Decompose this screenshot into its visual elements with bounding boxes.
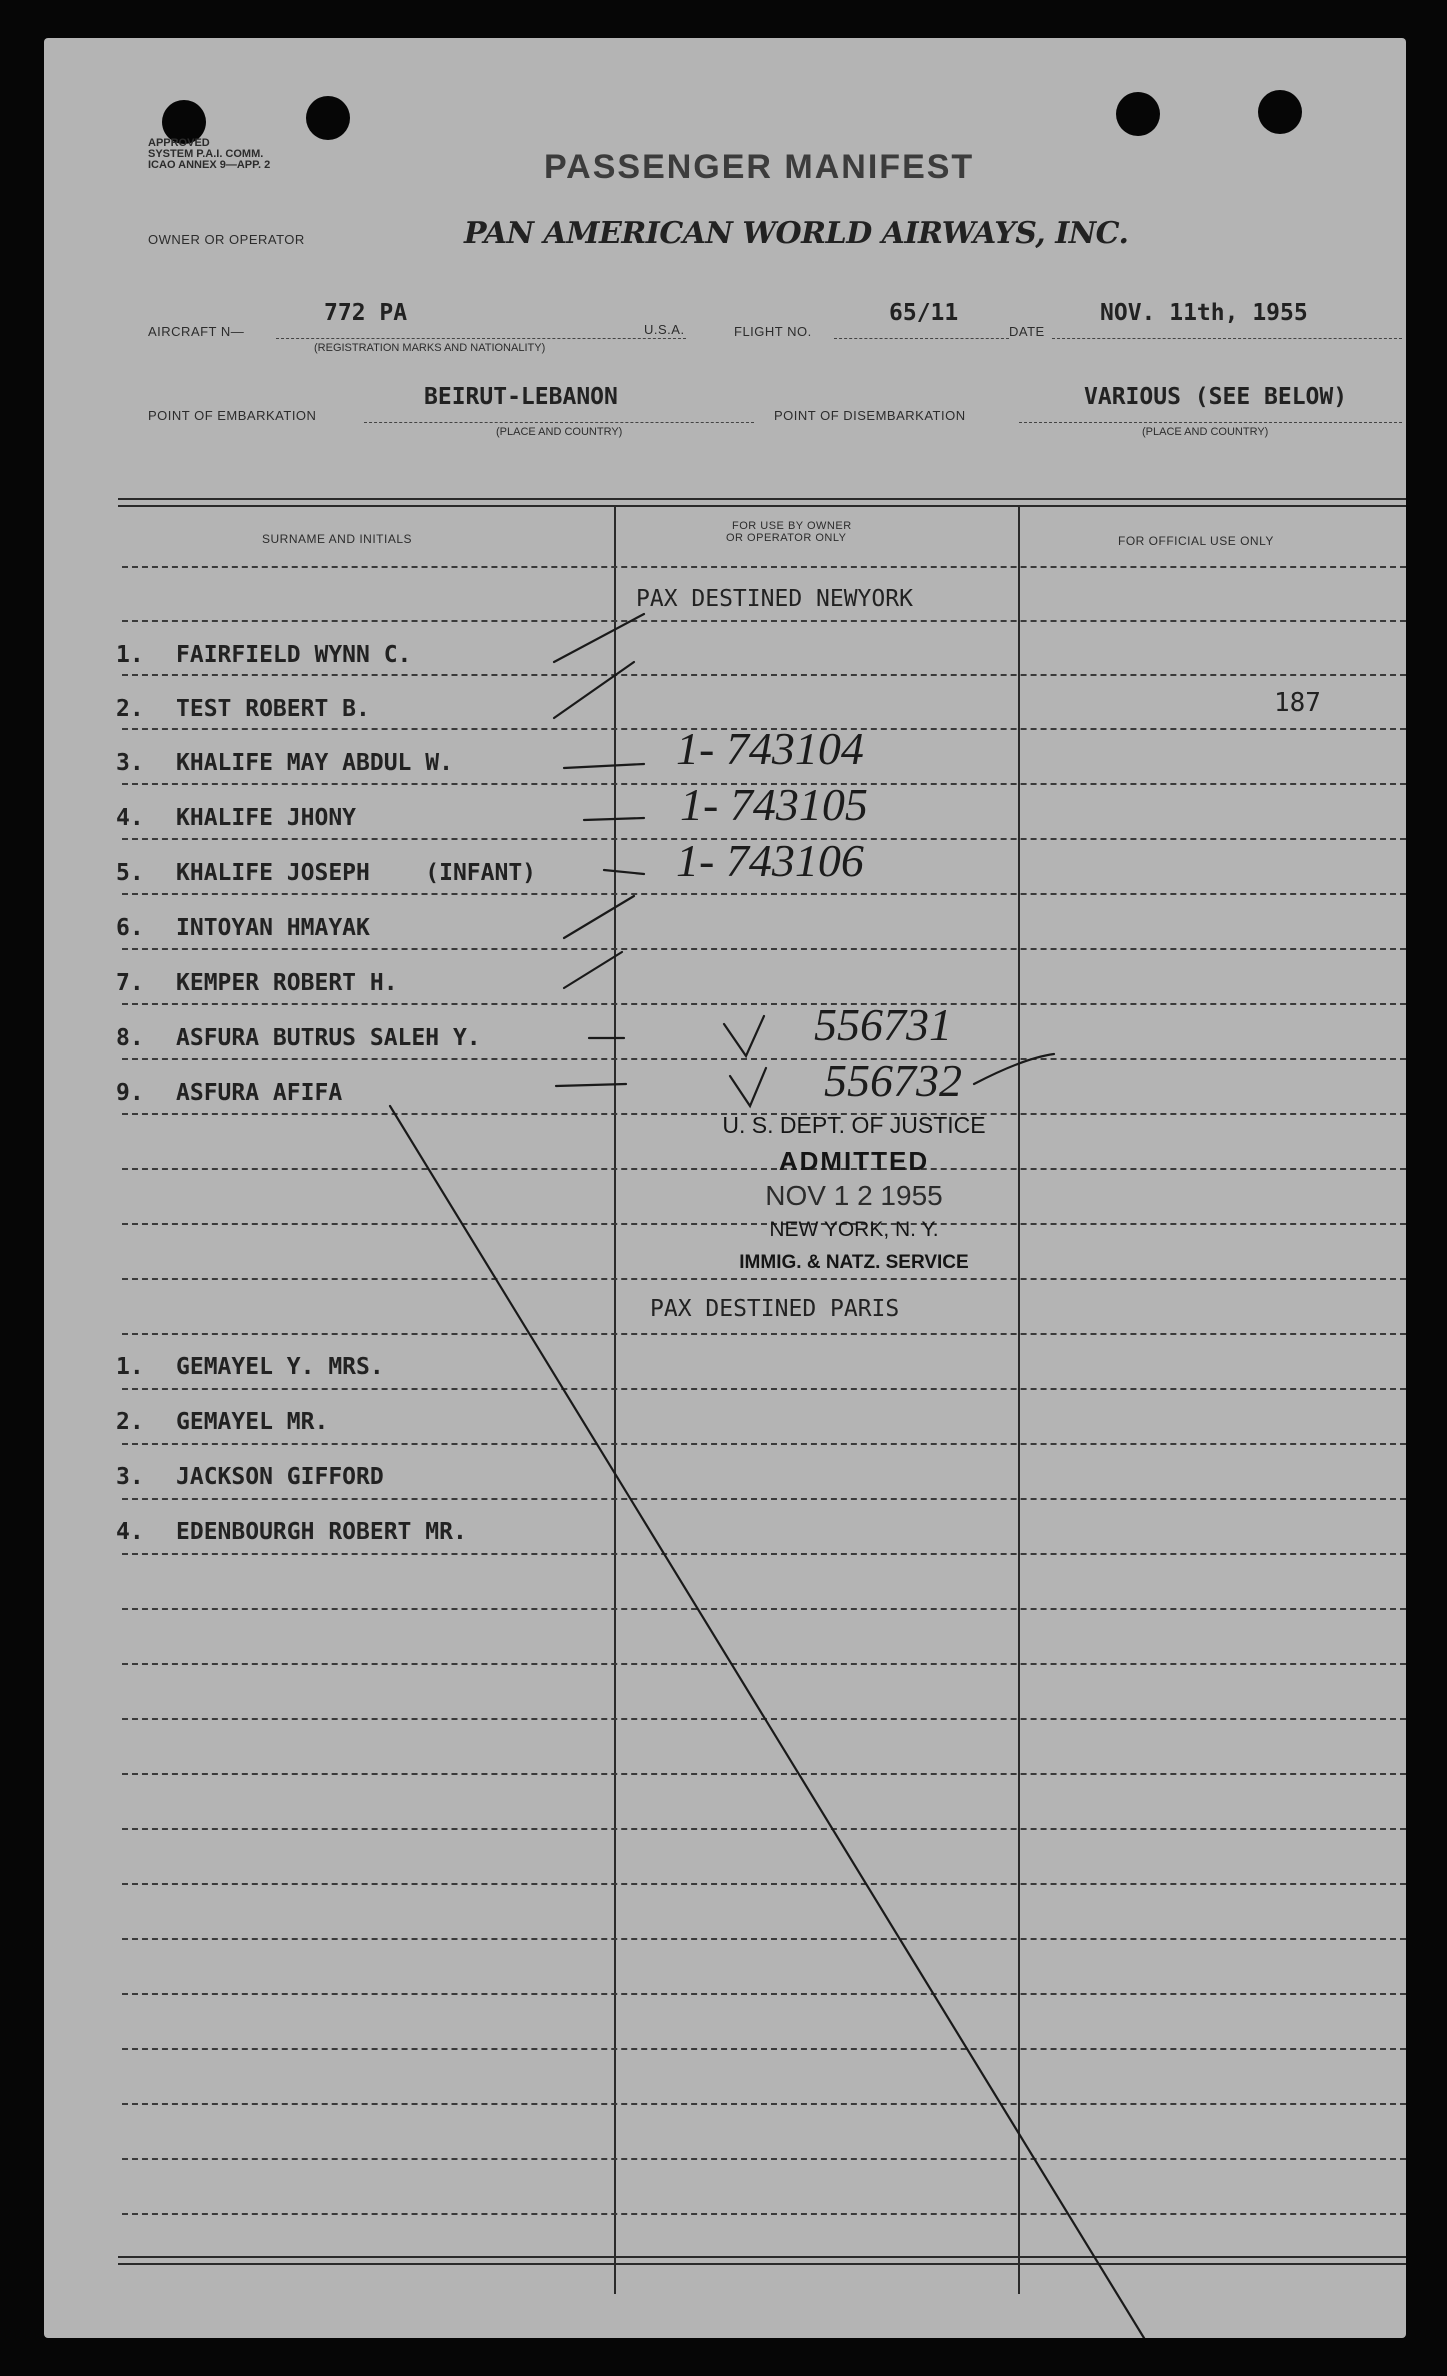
- ticket-number: 556732: [824, 1055, 962, 1106]
- stamp-line: NEW YORK, N. Y.: [769, 1218, 939, 1241]
- check-mark: [730, 1068, 766, 1106]
- aircraft-label: AIRCRAFT N—: [148, 324, 245, 339]
- group-heading-paris: PAX DESTINED PARIS: [650, 1296, 900, 1322]
- owner-logo: PAN AMERICAN WORLD AIRWAYS, INC.: [464, 216, 1129, 251]
- stamp-line: NOV 1 2 1955: [765, 1180, 943, 1211]
- passenger-number: 4.: [116, 1519, 144, 1545]
- passenger-number: 9.: [116, 1080, 144, 1106]
- passenger-number: 6.: [116, 915, 144, 941]
- tick-mark: [584, 818, 644, 820]
- passenger-name: GEMAYEL Y. MRS.: [176, 1354, 384, 1380]
- official-use-value: 187: [1274, 688, 1321, 718]
- tick-mark: [564, 764, 644, 768]
- passenger-name: KHALIFE JOSEPH (INFANT): [176, 860, 537, 886]
- approval-line: APPROVED: [148, 137, 210, 149]
- col-official-heading: FOR OFFICIAL USE ONLY: [1118, 534, 1274, 548]
- passenger-number: 1.: [116, 1354, 144, 1380]
- ticket-number: 1- 743104: [676, 723, 864, 774]
- date-value: NOV. 11th, 1955: [1100, 300, 1308, 326]
- flight-label: FLIGHT NO.: [734, 324, 812, 339]
- passenger-number: 3.: [116, 750, 144, 776]
- col-owner-heading: OR OPERATOR ONLY: [726, 532, 847, 544]
- passenger-number: 7.: [116, 970, 144, 996]
- ticket-number: 1- 743105: [680, 779, 868, 830]
- nationality: U.S.A.: [644, 322, 685, 337]
- passenger-name: FAIRFIELD WYNN C.: [176, 642, 412, 668]
- passenger-number: 3.: [116, 1464, 144, 1490]
- passenger-name: JACKSON GIFFORD: [176, 1464, 384, 1490]
- stamp-line: ADMITTED: [778, 1146, 930, 1176]
- approval-line: ICAO ANNEX 9—APP. 2: [148, 159, 271, 171]
- passenger-name: GEMAYEL MR.: [176, 1409, 329, 1435]
- disembark-value: VARIOUS (SEE BELOW): [1084, 384, 1348, 410]
- embark-caption: (PLACE AND COUNTRY): [496, 426, 623, 438]
- disembark-label: POINT OF DISEMBARKATION: [774, 408, 966, 423]
- ticket-number: 556731: [814, 999, 952, 1050]
- passenger-number: 8.: [116, 1025, 144, 1051]
- embark-label: POINT OF EMBARKATION: [148, 408, 317, 423]
- date-label: DATE: [1009, 324, 1045, 339]
- passenger-name: TEST ROBERT B.: [176, 696, 370, 722]
- passenger-number: 4.: [116, 805, 144, 831]
- pen-flourish: [974, 1054, 1054, 1084]
- group-heading-newyork: PAX DESTINED NEWYORK: [636, 586, 913, 612]
- stamp-line: IMMIG. & NATZ. SERVICE: [739, 1252, 969, 1273]
- registration-caption: (REGISTRATION MARKS AND NATIONALITY): [314, 342, 546, 354]
- flight-value: 65/11: [889, 300, 959, 326]
- check-mark: [724, 1016, 764, 1056]
- ticket-number: 1- 743106: [676, 835, 864, 886]
- passenger-number: 2.: [116, 1409, 144, 1435]
- aircraft-value: 772 PA: [324, 300, 408, 326]
- tick-mark: [564, 896, 634, 938]
- approval-line: SYSTEM P.A.I. COMM.: [148, 148, 264, 160]
- passenger-name: ASFURA BUTRUS SALEH Y.: [176, 1025, 481, 1051]
- pen-strokes: [44, 38, 1406, 2338]
- tick-mark: [604, 870, 644, 874]
- passenger-name: INTOYAN HMAYAK: [176, 915, 370, 941]
- passenger-number: 2.: [116, 696, 144, 722]
- tick-mark: [554, 614, 644, 662]
- owner-label: OWNER OR OPERATOR: [148, 232, 305, 247]
- passenger-name: ASFURA AFIFA: [176, 1080, 343, 1106]
- disembark-caption: (PLACE AND COUNTRY): [1142, 426, 1269, 438]
- tick-mark: [554, 662, 634, 718]
- passenger-number: 1.: [116, 642, 144, 668]
- passenger-number: 5.: [116, 860, 144, 886]
- diagonal-strike: [390, 1106, 1144, 2338]
- stamp-line: U. S. DEPT. OF JUSTICE: [722, 1112, 986, 1138]
- page-title: PASSENGER MANIFEST: [544, 148, 975, 186]
- passenger-name: KHALIFE MAY ABDUL W.: [176, 750, 453, 776]
- passenger-name: KEMPER ROBERT H.: [176, 970, 398, 996]
- col-surname-heading: SURNAME AND INITIALS: [262, 532, 413, 546]
- passenger-name: KHALIFE JHONY: [176, 805, 357, 831]
- tick-mark: [564, 952, 622, 988]
- embark-value: BEIRUT-LEBANON: [424, 384, 618, 410]
- tick-mark: [556, 1084, 626, 1086]
- manifest-sheet: [44, 38, 1406, 2338]
- passenger-name: EDENBOURGH ROBERT MR.: [176, 1519, 467, 1545]
- col-owner-heading: FOR USE BY OWNER: [732, 520, 852, 532]
